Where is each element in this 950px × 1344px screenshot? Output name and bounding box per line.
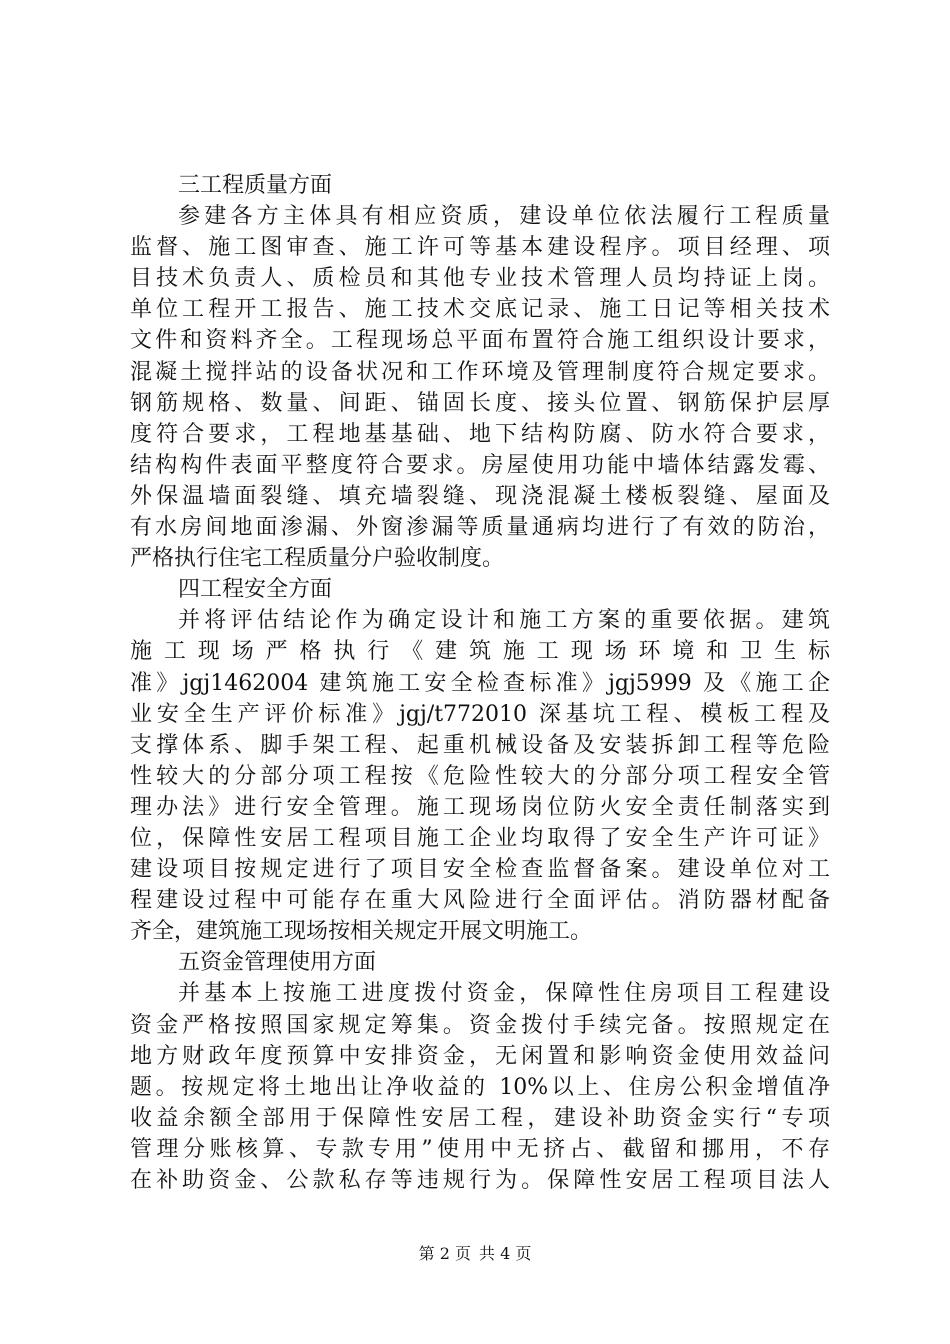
text-line: 钢筋规格、数量、间距、锚固长度、接头位置、钢筋保护层厚 xyxy=(130,390,830,416)
text-line: 单位工程开工报告、施工技术交底记录、施工日记等相关技术 xyxy=(130,297,830,323)
text-line: 程建设过程中可能存在重大风险进行全面评估。消防器材配备 xyxy=(130,888,830,914)
text-line: 准》jgj1462004 建筑施工安全检查标准》jgj5999 及《施工企 xyxy=(130,670,830,696)
text-line: 管理分账核算、专款专用”使用中无挤占、截留和挪用，不存 xyxy=(130,1136,830,1162)
text-line: 资金严格按照国家规定筹集。资金拨付手续完备。按照规定在 xyxy=(130,1012,830,1038)
text-line: 位，保障性安居工程项目施工企业均取得了安全生产许可证》 xyxy=(130,825,830,851)
text-line: 结构构件表面平整度符合要求。房屋使用功能中墙体结露发霉、 xyxy=(130,452,830,478)
text-line: 题。按规定将土地出让净收益的 10%以上、住房公积金增值净 xyxy=(130,1074,830,1100)
text-line: 在补助资金、公款私存等违规行为。保障性安居工程项目法人 xyxy=(130,1168,830,1193)
text-line: 混凝土搅拌站的设备状况和工作环境及管理制度符合规定要求。 xyxy=(130,359,830,385)
text-line: 支撑体系、脚手架工程、起重机械设备及安装拆卸工程等危险 xyxy=(130,732,830,758)
text-line: 理办法》进行安全管理。施工现场岗位防火安全责任制落实到 xyxy=(130,794,830,820)
text-line: 性较大的分部分项工程按《危险性较大的分部分项工程安全管 xyxy=(130,763,830,789)
text-line: 参建各方主体具有相应资质，建设单位依法履行工程质量 xyxy=(178,204,830,230)
text-line: 并基本上按施工进度拨付资金，保障性住房项目工程建设 xyxy=(178,981,830,1007)
page-total: 共 4 页 xyxy=(479,1244,532,1263)
page-number: 第 2 页 xyxy=(418,1244,471,1263)
text-line: 有水房间地面渗漏、外窗渗漏等质量通病均进行了有效的防治， xyxy=(130,515,830,541)
text-line: 三工程质量方面 xyxy=(178,173,333,198)
text-line: 收益余额全部用于保障性安居工程，建设补助资金实行“专项 xyxy=(130,1105,830,1131)
text-line: 目技术负责人、质检员和其他专业技术管理人员均持证上岗。 xyxy=(130,266,830,292)
text-line: 四工程安全方面 xyxy=(178,577,333,603)
page-footer xyxy=(0,1244,950,1264)
text-line: 文件和资料齐全。工程现场总平面布置符合施工组织设计要求， xyxy=(130,328,830,354)
text-line: 五资金管理使用方面 xyxy=(178,950,377,976)
text-line: 齐全，建筑施工现场按相关规定开展文明施工。 xyxy=(130,919,593,945)
text-line: 业安全生产评价标准》jgj/t772010 深基坑工程、模板工程及 xyxy=(130,701,830,727)
text-line: 并将评估结论作为确定设计和施工方案的重要依据。建筑 xyxy=(178,608,830,634)
text-line: 地方财政年度预算中安排资金，无闲置和影响资金使用效益问 xyxy=(130,1043,830,1069)
text-line: 外保温墙面裂缝、填充墙裂缝、现浇混凝土楼板裂缝、屋面及 xyxy=(130,483,830,509)
text-line: 施工现场严格执行《建筑施工现场环境和卫生标 xyxy=(130,639,830,665)
text-line: 监督、施工图审查、施工许可等基本建设程序。项目经理、项 xyxy=(130,235,830,261)
text-line: 建设项目按规定进行了项目安全检查监督备案。建设单位对工 xyxy=(130,857,830,883)
text-line: 严格执行住宅工程质量分户验收制度。 xyxy=(130,546,505,572)
document-body xyxy=(130,170,830,1196)
text-line: 度符合要求，工程地基基础、地下结构防腐、防水符合要求， xyxy=(130,421,830,447)
